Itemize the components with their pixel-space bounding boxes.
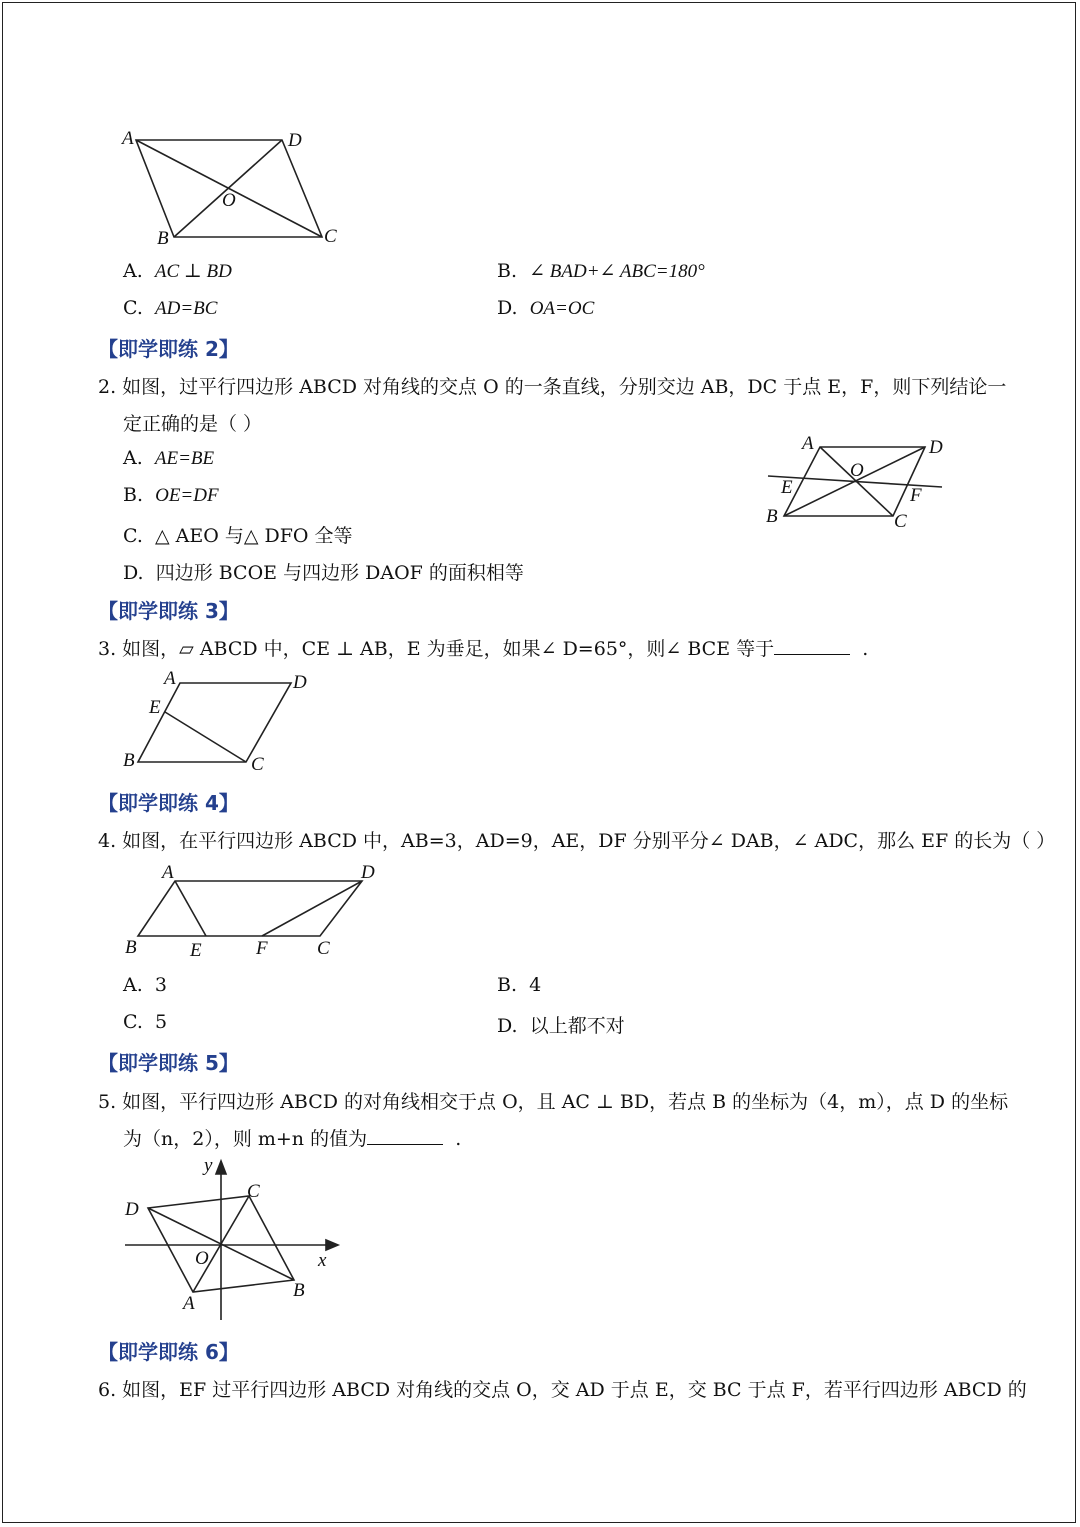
fig2-label-f: F [910,485,922,506]
q5-stem-line2-text: 为（n，2），则 m+n 的值为 [123,1128,368,1150]
fig5-label-c: C [247,1181,260,1202]
q2-option-b-letter: B. [123,484,144,506]
q4-option-d-letter: D. [497,1015,518,1037]
q5-stem-line1: 5. 如图，平行四边形 ABCD 的对角线相交于点 O，且 AC ⊥ BD，若点 B 的坐标为（4，m），点 D 的坐标 [98,1091,1009,1113]
fig2-label-d: D [929,437,943,458]
fig2-label-a: A [802,433,814,454]
q4-option-a-letter: A. [123,974,143,996]
section-heading-6: 【即学即练 6】 [98,1340,239,1364]
fig5-label-x: x [318,1250,327,1271]
q2-option-d-letter: D. [123,562,144,584]
q2-option-c-letter: C. [123,525,143,547]
fig2-label-e: E [781,477,793,498]
fig5-label-o: O [195,1248,209,1269]
fig3-label-c: C [251,754,264,775]
fig5-label-d: D [125,1199,139,1220]
q4-option-b-text: 4 [529,974,542,996]
fig2-label-c: C [894,511,907,532]
q2-option-a-text: AE=BE [154,448,215,469]
fig4-label-e: E [190,940,202,961]
q4-stem: 4. 如图，在平行四边形 ABCD 中，AB=3，AD=9，AE，DF 分别平分∠ DAB，∠ ADC，那么 EF 的长为（ ） [98,830,1056,852]
fig3-label-e: E [149,697,161,718]
q1-option-b-text: ∠ BAD+∠ ABC=180° [529,261,705,282]
q4-option-a-text: 3 [154,974,167,996]
fig1-label-d: D [288,130,302,151]
fig5-y-arrow [216,1161,226,1174]
fig1-label-a: A [122,128,134,149]
fig5-label-y: y [204,1155,213,1176]
q1-option-d-text: OA=OC [529,298,595,319]
q2-stem-line2: 定正确的是（ ） [123,413,263,435]
q4-option-c-text: 5 [155,1011,168,1033]
fig4-label-a: A [162,862,174,883]
q2-stem-line1: 2. 如图，过平行四边形 ABCD 对角线的交点 O 的一条直线，分别交边 AB，DC 于点 E，F，则下列结论一 [98,376,1007,398]
q4-option-c-letter: C. [123,1011,143,1033]
q6-stem-line1: 6. 如图，EF 过平行四边形 ABCD 对角线的交点 O，交 AD 于点 E，交 BC 于点 F，若平行四边形 ABCD 的 [98,1379,1027,1401]
fig4-label-b: B [125,937,137,958]
section-heading-5: 【即学即练 5】 [98,1051,239,1075]
fig1-label-c: C [324,226,337,247]
q2-option-c-text: △ AEO 与△ DFO 全等 [155,525,353,547]
q4-option-b-letter: B. [497,974,518,996]
fig1-label-o: O [222,190,236,211]
q5-stem-end: . [455,1128,462,1150]
fig2-label-o: O [850,460,864,481]
q1-option-a-text: AC ⊥ BD [154,261,232,282]
section-heading-3: 【即学即练 3】 [98,599,239,623]
fig3-label-a: A [164,668,176,689]
q2-option-d-text: 四边形 BCOE 与四边形 DAOF 的面积相等 [155,562,524,584]
section-heading-4: 【即学即练 4】 [98,791,239,815]
q2-option-a-letter: A. [123,447,143,469]
fig4-label-f: F [256,938,268,959]
fig4-label-c: C [317,938,330,959]
fig3-label-b: B [123,750,135,771]
q3-stem-text: 3. 如图，▱ ABCD 中，CE ⊥ AB，E 为垂足，如果∠ D=65°，则∠ BCE 等于 [98,638,775,660]
fig3-label-d: D [293,672,307,693]
q1-option-b-letter: B. [497,260,518,282]
q1-option-a-letter: A. [123,260,143,282]
q3-stem-end: . [862,638,869,660]
fig5-x-arrow [326,1240,338,1250]
section-heading-2: 【即学即练 2】 [98,337,239,361]
q1-option-c-letter: C. [123,297,143,319]
fig5-label-a: A [183,1293,195,1314]
q1-option-c-text: AD=BC [155,298,218,319]
fig5-label-b: B [293,1280,305,1301]
q1-option-d-letter: D. [497,297,518,319]
q2-option-b-text: OE=DF [155,485,219,506]
fig4-label-d: D [361,862,375,883]
fig1-label-b: B [157,228,169,249]
fig2-label-b: B [766,506,778,527]
q4-option-d-text: 以上都不对 [529,1015,625,1037]
